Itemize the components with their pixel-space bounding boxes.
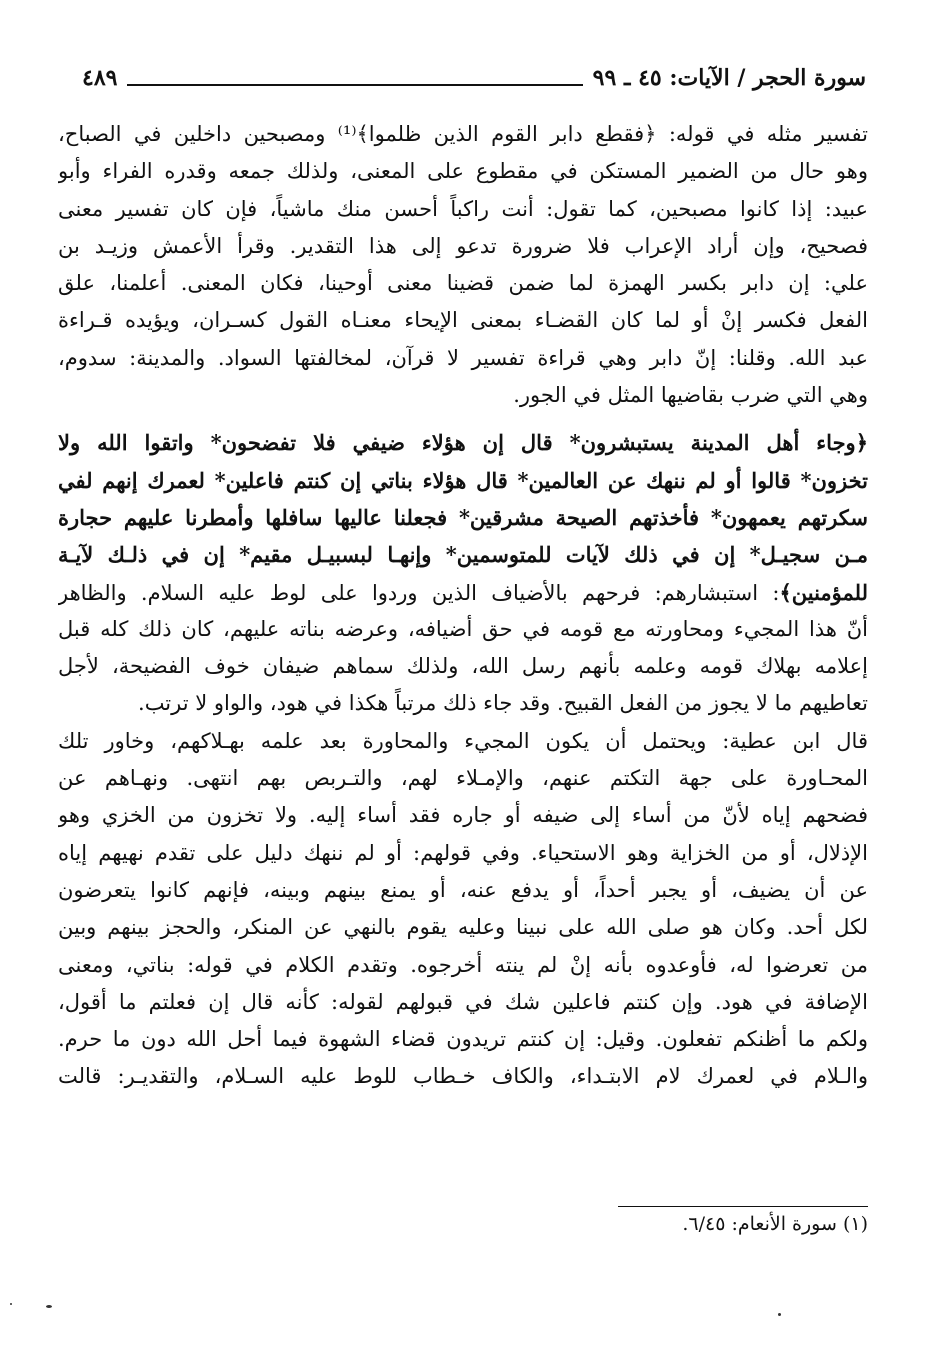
text-line: قال ابن عطية: ويحتمل أن يكون المجيء والمحاورة بعد علمه بهـلاكهم، وخاور تلك (58, 728, 868, 753)
scan-speck (46, 1305, 52, 1308)
text-line: المحـاورة على جهة التكتم عنهم، والإمـلاء لهم، والتـربص بهم انتهى. ونهـاهم عن (58, 766, 868, 791)
text-line: عن أن يضيف، أو يجبر أحداً، أو يدفع عنه، أو يمنع بينهم وبينه، فإنهم كانوا يتعرضون (58, 877, 868, 902)
text-line: الإضافة في هود. وإن كنتم فاعلين شك في قبولهم لقوله: كأنه قال إن فعلتم ما أقول، (58, 989, 868, 1014)
text-line: والـلام في لعمرك لام الابتـداء، والكاف خـطاب للوط عليه السـلام، والتقديـر: قالت (58, 1064, 868, 1089)
text-line: لكل أحد. وكان هو صلى الله على نبينا وعليه يقوم بالنهي عن المنكر، والحجز بينهم وبين (58, 915, 868, 940)
text-line: الإذلال، أو من الخزاية وهو الاستحياء. وفي قولهم: أو لم ننهك دليل على تقدم نهيهم إياه (58, 840, 868, 865)
commentary-start: : استبشارهم: فرحهم بالأضياف الذين وردوا على لوط عليه السلام. والظاهر (58, 580, 780, 605)
text-line: تعاطيهم ما لا يجوز من الفعل القبيح. وقد جاء ذلك مرتباً هكذا في هود، والواو لا ترتب. (138, 691, 868, 716)
verse-line: تخزون* قالوا أو لم ننهك عن العالمين* قال هؤلاء بناتي إن كنتم فاعلين* لعمرك إنهم لفي (58, 467, 868, 493)
verse-line: مـن سجيـل* إن في ذلك لآيات للمتوسمين* وإنهـا لبسبيـل مقيم* إن في ذلـك لآيـة (58, 542, 868, 568)
scan-speck (778, 1313, 781, 1316)
page-number: ٤٨٩ (82, 65, 118, 91)
verse-line: ﴿وجاء أهل المدينة يستبشرون* قال إن هؤلاء ضيفي فلا تفضحون* واتقوا الله ولا (58, 430, 868, 456)
text-line: أنّ هذا المجيء ومحاورته مع قومه في حق أضيافه، وعرضه بناته عليهم، كان ذلك كله قبل (58, 616, 868, 641)
body-text (58, 116, 868, 1096)
text-line (58, 574, 868, 611)
text-line: فصحيح، وإن أراد الإعراب فلا ضرورة تدعو إلى هذا التقدير. وقرأ الأعمش وزيـد بن (58, 233, 868, 258)
text-line: علي: إن دابر بكسر الهمزة لما ضمن قضينا معنى أوحينا، فكان المعنى. أعلمنا، علق (58, 271, 868, 296)
text-line: عبد الله. وقلنا: إنّ دابر وهي قراءة تفسير لا قرآن، لمخالفتها السواد. والمدينة: سدوم، (58, 345, 868, 370)
verse-line: سكرتهم يعمهون* فأخذتهم الصيحة مشرقين* فجعلنا عاليها سافلها وأمطرنا عليهم حجارة (58, 504, 868, 530)
text-line: الفعل فكسر إنْ أو لما كان القضـاء بمعنى الإيحاء معنـاه القول كسـران، ويؤيده قـراءة (58, 308, 868, 333)
text-line: إعلامه بهلاك قومه وعلمه بأنهم رسل الله، ولذلك سماهم ضيفان خوف الفضيحة، لأجل (58, 654, 868, 679)
text-line: ولكم ما أظنكم تفعلون. وقيل: إن كنتم تريدون قضاء الشهوة فيما أحل الله دون ما حرم. (58, 1027, 868, 1052)
paragraph-gap (58, 414, 868, 424)
text-line: تفسير مثله في قوله: ﴿فقطع دابر القوم الذين ظلموا﴾⁽¹⁾ ومصبحين داخلين في الصباح، (58, 122, 868, 146)
text-line: من تعرضوا له، فأوعدوه بأنه إنْ لم ينته أخرجوه. وتقدم الكلام في قوله: بناتي، ومعنى (58, 952, 868, 977)
text-line: فضحهم إياه لأنّ من أساء إلى ضيفه أو جاره فقد أساء إليه. ولا تخزون من الخزي وهو (58, 803, 868, 828)
footnote: (١) سورة الأنعام: ٦/٤٥. (682, 1213, 868, 1235)
scan-speck (10, 1303, 12, 1305)
header-rule (127, 84, 582, 86)
footnote-rule (618, 1206, 868, 1207)
running-header (82, 58, 866, 98)
surah-title: سورة الحجر / الآيات: ٤٥ ـ ٩٩ (592, 65, 866, 91)
verse-end: للمؤمنين﴾ (779, 579, 868, 605)
text-line: عبيد: إذا كانوا مصبحين، كما تقول: أنت راكباً أحسن منك ماشياً، فإن كان تفسير معنى (58, 196, 868, 221)
text-line: وهي التي ضرب بقاضيها المثل في الجور. (513, 383, 868, 408)
text-line: وهو حال من الضمير المستكن في مقطوع على المعنى، ولذلك جمعه وقدره الفراء وأبو (58, 159, 868, 184)
